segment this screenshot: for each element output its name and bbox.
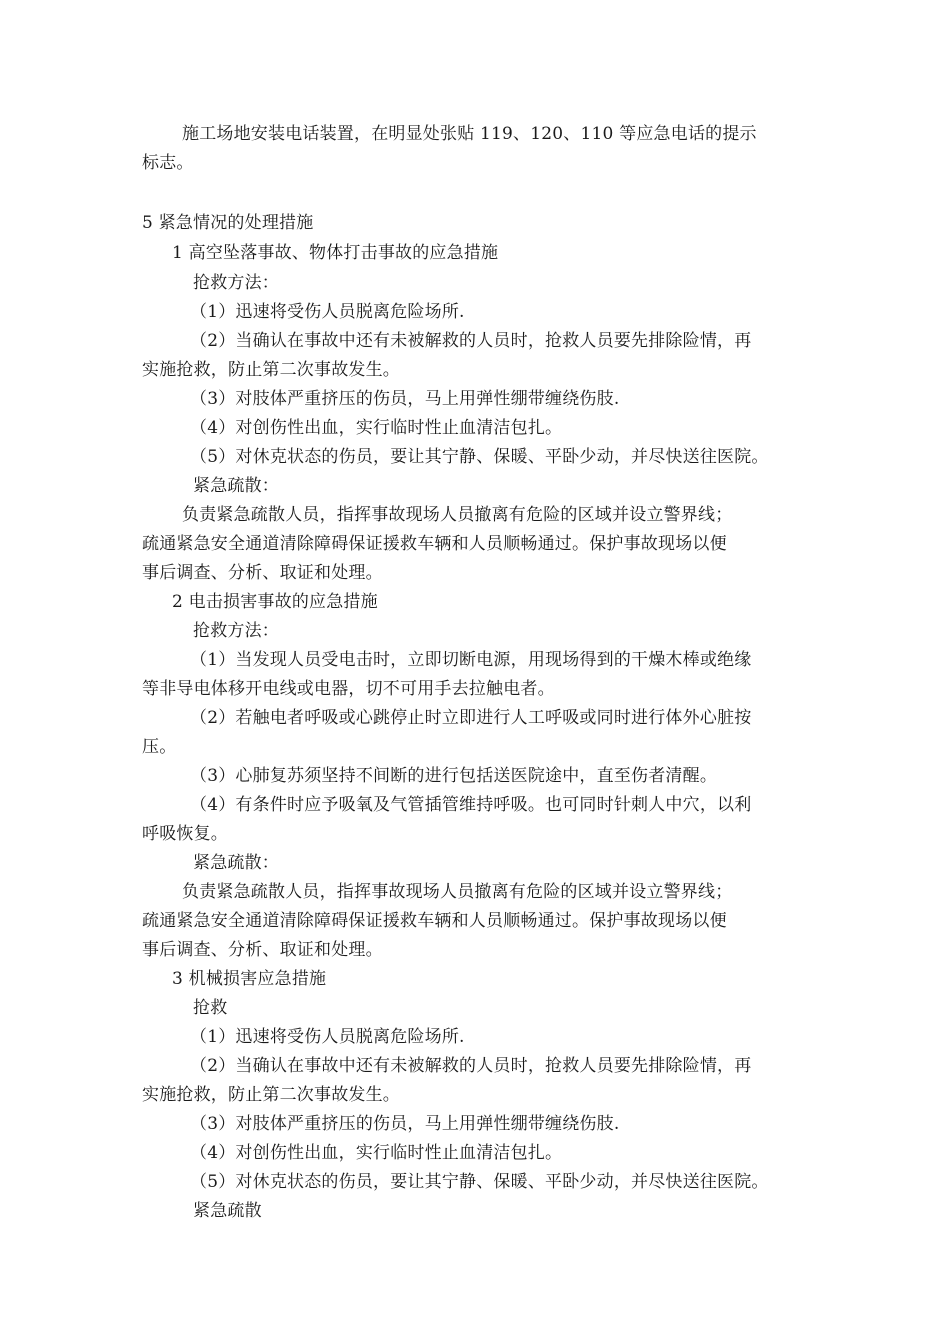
list-item: （3）对肢体严重挤压的伤员，马上用弹性绷带缠绕伤肢.: [190, 389, 620, 409]
list-item: （2）若触电者呼吸或心跳停止时立即进行人工呼吸或同时进行体外心脏按: [190, 708, 752, 728]
list-item: （1）迅速将受伤人员脱离危险场所.: [190, 1027, 465, 1047]
list-item: （1）迅速将受伤人员脱离危险场所.: [190, 302, 465, 322]
paragraph-line: 事后调查、分析、取证和处理。: [142, 563, 383, 583]
subsection-heading: 1 高空坠落事故、物体打击事故的应急措施: [172, 243, 499, 263]
list-item: （4）有条件时应予吸氧及气管插管维持呼吸。也可同时针刺人中穴，以利: [190, 795, 752, 815]
paragraph-line: 紧急疏散：: [193, 853, 279, 873]
paragraph-line: 紧急疏散: [193, 1201, 262, 1221]
paragraph-line: 抢救方法：: [193, 273, 279, 293]
list-item: （3）对肢体严重挤压的伤员，马上用弹性绷带缠绕伤肢.: [190, 1114, 620, 1134]
subsection-heading: 2 电击损害事故的应急措施: [172, 592, 378, 612]
paragraph-line: 抢救: [193, 998, 228, 1018]
list-item: （1）当发现人员受电击时，立即切断电源，用现场得到的干燥木棒或绝缘: [190, 650, 752, 670]
list-item-continuation: 实施抢救，防止第二次事故发生。: [142, 360, 400, 380]
paragraph-line: 疏通紧急安全通道清除障碍保证援救车辆和人员顺畅通过。保护事故现场以便: [142, 911, 727, 931]
paragraph-line: 标志。: [142, 153, 194, 173]
paragraph-line: 疏通紧急安全通道清除障碍保证援救车辆和人员顺畅通过。保护事故现场以便: [142, 534, 727, 554]
paragraph-line: 事后调查、分析、取证和处理。: [142, 940, 383, 960]
list-item: （4）对创伤性出血，实行临时性止血清洁包扎。: [190, 418, 563, 438]
list-item: （3）心肺复苏须坚持不间断的进行包括送医院途中，直至伤者清醒。: [190, 766, 718, 786]
list-item-continuation: 呼吸恢复。: [142, 824, 228, 844]
list-item: （5）对休克状态的伤员，要让其宁静、保暖、平卧少动，并尽快送往医院。: [190, 447, 769, 467]
section-heading: 5 紧急情况的处理措施: [142, 213, 314, 233]
list-item: （4）对创伤性出血，实行临时性止血清洁包扎。: [190, 1143, 563, 1163]
paragraph-line: 负责紧急疏散人员，指挥事故现场人员撤离有危险的区域并设立警界线；: [182, 882, 733, 902]
list-item-continuation: 压。: [142, 737, 177, 757]
list-item: （2）当确认在事故中还有未被解救的人员时，抢救人员要先排除险情，再: [190, 331, 752, 351]
list-item-continuation: 实施抢救，防止第二次事故发生。: [142, 1085, 400, 1105]
paragraph-line: 紧急疏散：: [193, 476, 279, 496]
paragraph-line: 抢救方法：: [193, 621, 279, 641]
list-item: （2）当确认在事故中还有未被解救的人员时，抢救人员要先排除险情，再: [190, 1056, 752, 1076]
list-item-continuation: 等非导电体移开电线或电器，切不可用手去拉触电者。: [142, 679, 555, 699]
paragraph-line: 施工场地安装电话装置，在明显处张贴 119、120、110 等应急电话的提示: [182, 124, 757, 144]
list-item: （5）对休克状态的伤员，要让其宁静、保暖、平卧少动，并尽快送往医院。: [190, 1172, 769, 1192]
subsection-heading: 3 机械损害应急措施: [172, 969, 327, 989]
paragraph-line: 负责紧急疏散人员，指挥事故现场人员撤离有危险的区域并设立警界线；: [182, 505, 733, 525]
